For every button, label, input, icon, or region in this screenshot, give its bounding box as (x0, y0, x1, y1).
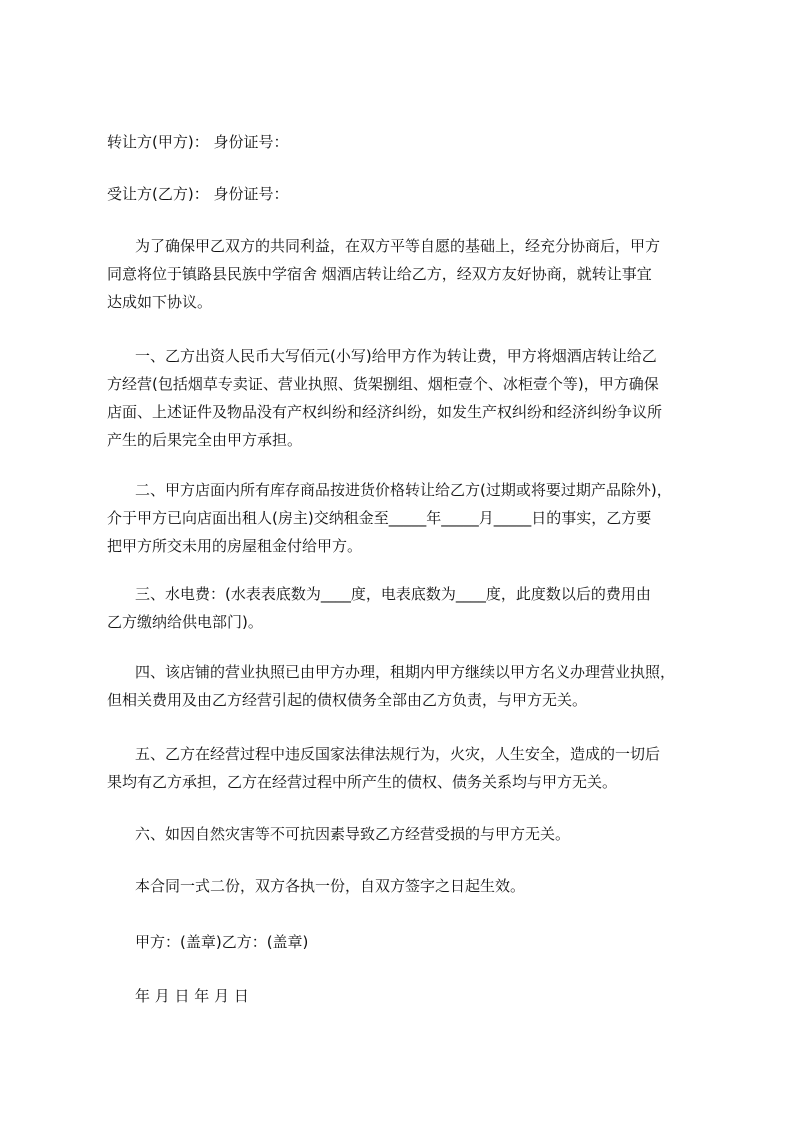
clause-line: 四、该店铺的营业执照已由甲方办理，租期内甲方继续以甲方名义办理营业执照， (135, 663, 676, 681)
transferee-line (107, 180, 707, 208)
clause-line: 五、乙方在经营过程中违反国家法律法规行为，火灾，人生安全，造成的一切后 (135, 745, 661, 763)
clause-line: 二、甲方店面内所有库存商品按进货价格转让给乙方(过期或将要过期产品除外)， (135, 481, 672, 499)
clause-line: 六、如因自然灾害等不可抗因素导致乙方经营受损的与甲方无关。 (135, 825, 571, 843)
copies-text: 本合同一式二份，双方各执一份，自双方签字之日起生效。 (135, 877, 526, 895)
clause-line: 产生的后果完全由甲方承担。 (107, 431, 303, 449)
preamble-paragraph (107, 232, 707, 316)
clause-line: 果均有乙方承担，乙方在经营过程中所产生的债权、债务关系均与甲方无关。 (107, 773, 618, 791)
clause-3-paragraph (107, 580, 707, 636)
copies-paragraph (107, 872, 707, 900)
preamble-line: 同意将位于镇路县民族中学宿舍 烟酒店转让给乙方，经双方友好协商，就转让事宜 (107, 265, 652, 283)
preamble-line: 为了确保甲乙双方的共同利益，在双方平等自愿的基础上，经充分协商后，甲方 (135, 237, 661, 255)
clause-line: 乙方缴纳给供电部门)。 (107, 613, 263, 631)
clause-line: 介于甲方已向店面出租人(房主)交纳租金至_____年_____月_____日的事实，乙方要 (107, 509, 652, 527)
transferor-line (107, 128, 707, 156)
transferee-text: 受让方(乙方)： 身份证号： (107, 185, 289, 203)
preamble-line: 达成如下协议。 (107, 293, 213, 311)
clause-2-paragraph (107, 476, 707, 560)
clause-1-paragraph (107, 342, 707, 454)
clause-5-paragraph (107, 740, 707, 796)
clause-line: 店面、上述证件及物品没有产权纠纷和经济纠纷，如发生产权纠纷和经济纠纷争议所 (107, 403, 663, 421)
clause-line: 三、水电费：(水表表底数为____度，电表底数为____度，此度数以后的费用由 (135, 585, 651, 603)
dates-text: 年 月 日 年 月 日 (135, 987, 249, 1005)
clause-line: 但相关费用及由乙方经营引起的债权债务全部由乙方负责，与甲方无关。 (107, 691, 588, 709)
clause-line: 一、乙方出资人民币大写佰元(小写)给甲方作为转让费，甲方将烟酒店转让给乙 (135, 347, 657, 365)
clause-line: 把甲方所交未用的房屋租金付给甲方。 (107, 537, 363, 555)
seals-paragraph (107, 928, 707, 956)
clause-4-paragraph (107, 658, 707, 714)
clause-6-paragraph (107, 820, 707, 848)
seals-text: 甲方：(盖章)乙方：(盖章) (135, 933, 309, 951)
dates-paragraph (107, 982, 707, 1010)
clause-line: 方经营(包括烟草专卖证、营业执照、货架捌组、烟柜壹个、冰柜壹个等)，甲方确保 (107, 375, 659, 393)
transferor-text: 转让方(甲方)： 身份证号： (107, 133, 289, 151)
